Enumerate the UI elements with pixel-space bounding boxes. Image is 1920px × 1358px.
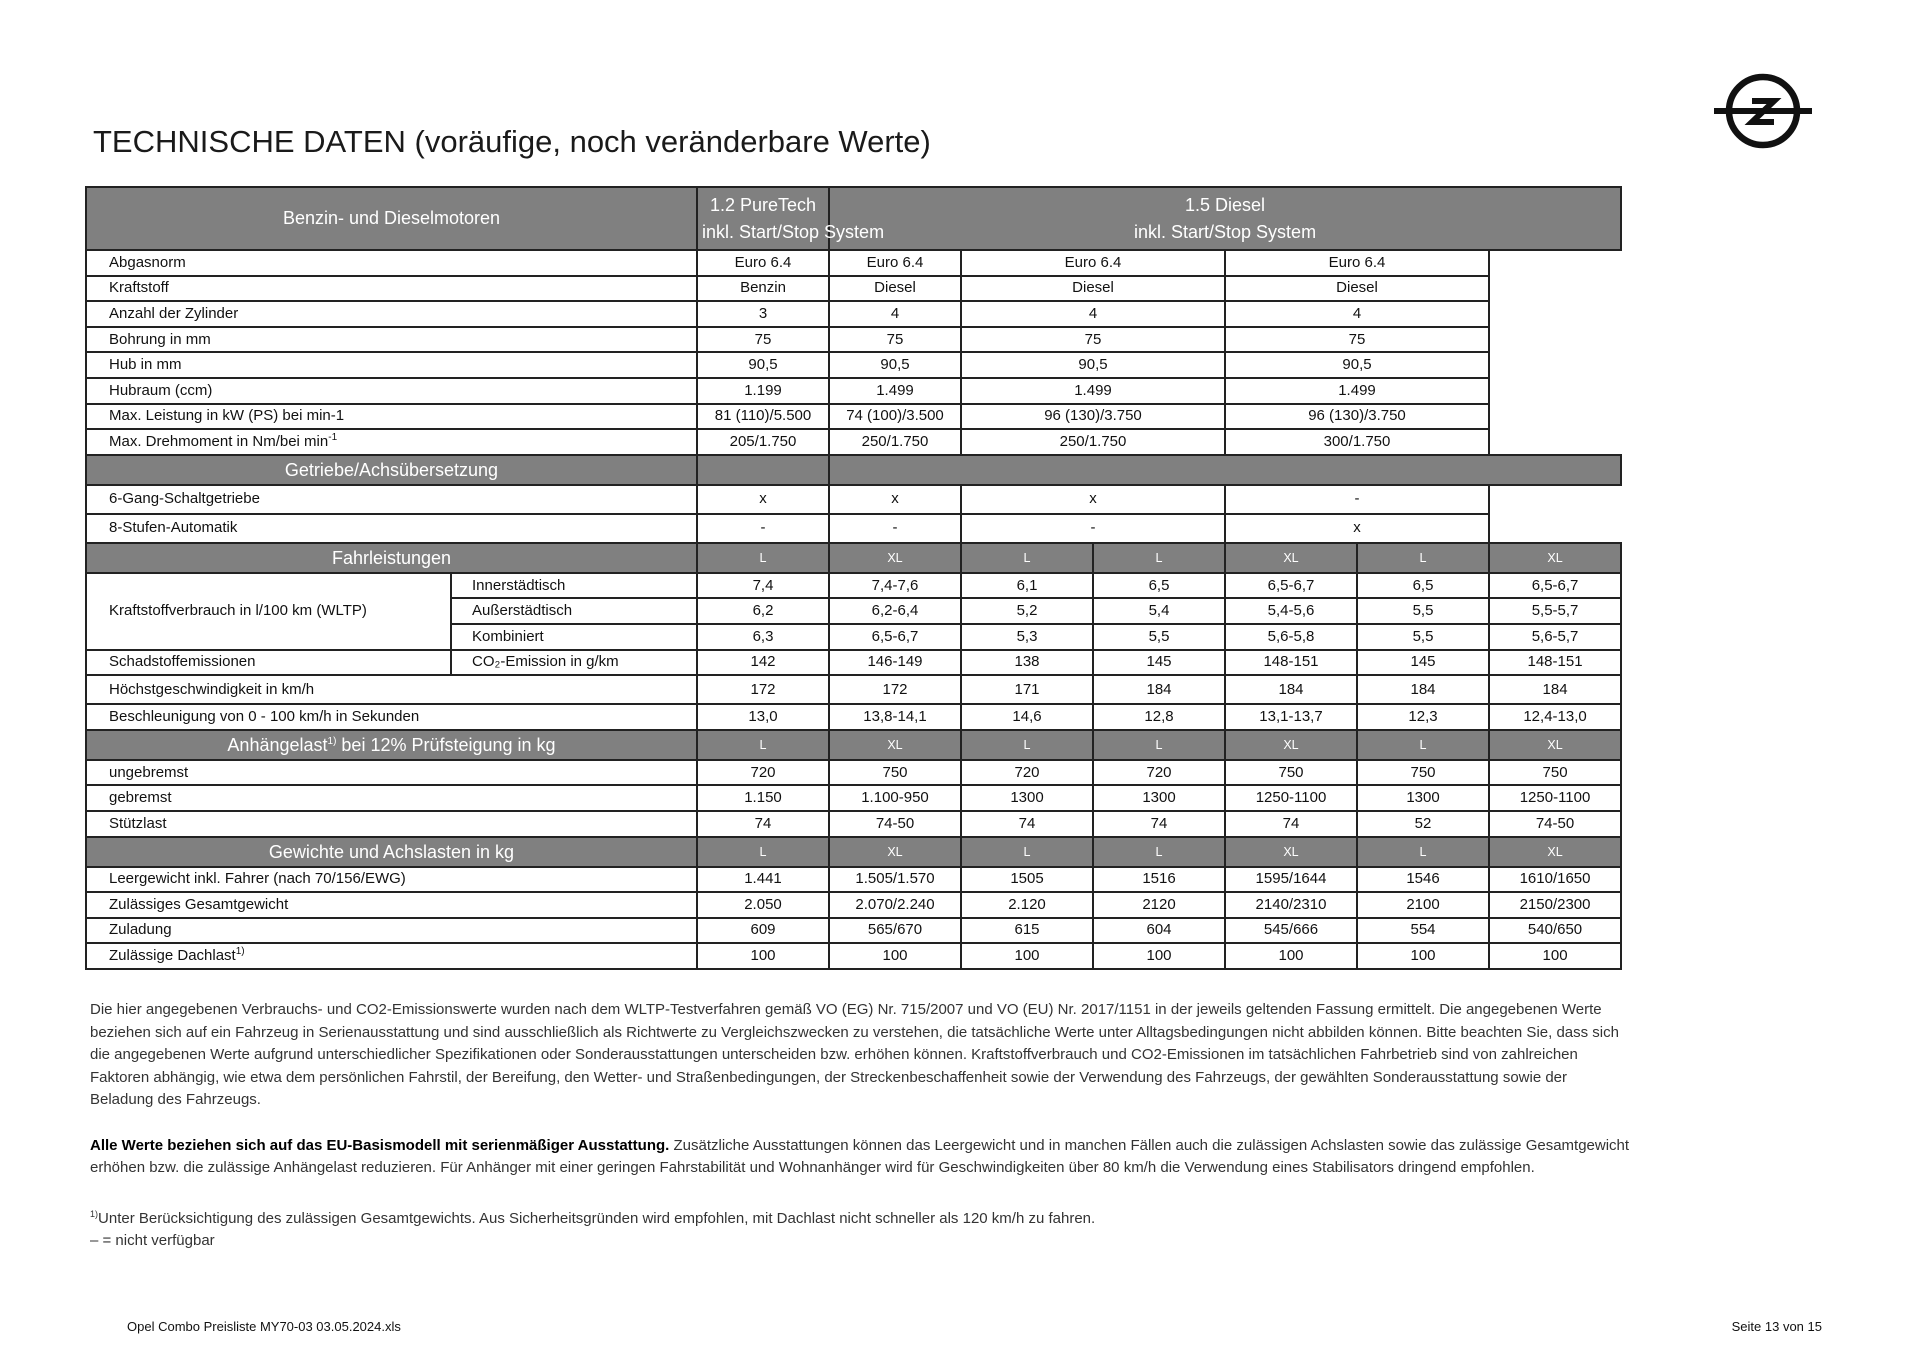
row-value: 750 — [1489, 760, 1621, 786]
row-value: 1505 — [961, 867, 1093, 893]
row-value: 1.441 — [697, 867, 829, 893]
table-row — [86, 675, 1621, 704]
size-label: XL — [829, 730, 961, 760]
row-value: 720 — [961, 760, 1093, 786]
row-value: x — [961, 485, 1225, 514]
row-label-text: Zulässige Dachlast — [109, 947, 236, 965]
section-weights — [86, 837, 1621, 867]
row-value: 74-50 — [1489, 811, 1621, 837]
row-value: 184 — [1489, 675, 1621, 704]
wltp-note: Die hier angegebenen Verbrauchs- und CO2-Emissionswerte wurden nach dem WLTP-Testverfahren gemäß VO (EG) Nr. 715/2007 und VO (EU) Nr. 2017/1151 in der jeweils geltenden Fassung ermittelt. Die angegebenen Werte beziehen sich auf ein Fahrzeug in Serienausstattung und sind ausschließlich als Richtwerte zu Vergleichszwecken zu verstehen, die tatsächliche Werte unter Alltagsbedingungen nicht abbilden können. Bitte beachten Sie, dass sich die angegebenen Werte aufgrund unterschiedlicher Spezifikationen oder Sonderausstattungen unterscheiden bzw. erhöhen können. Kraftstoffverbrauch und CO2-Emissionen im tatsächlichen Fahrbetrieb sind von zahlreichen Faktoren abhängig, wie etwa dem persönlichen Fahrstil, der Bereifung, den Wetter- und Straßenbedingungen, der Streckenbeschaffenheit sowie der Verwendung des Fahrzeugs, der gewählten Sonderausstattung sowie der Beladung des Fahrzeugs. — [90, 1001, 1619, 1108]
row-value: Euro 6.4 — [961, 250, 1225, 276]
row-label: Leergewicht inkl. Fahrer (nach 70/156/EWG) — [86, 867, 697, 893]
row-value: 5,6-5,7 — [1489, 624, 1621, 650]
row-value: - — [697, 514, 829, 543]
row-value: 142 — [697, 650, 829, 676]
size-label: XL — [1225, 543, 1357, 573]
table-row — [86, 327, 1621, 353]
row-value: Diesel — [1225, 276, 1489, 302]
row-value: 5,2 — [961, 598, 1093, 624]
row-value: 720 — [697, 760, 829, 786]
row-value: 13,1-13,7 — [1225, 704, 1357, 730]
row-value: Euro 6.4 — [829, 250, 961, 276]
row-value: 1.499 — [961, 378, 1225, 404]
row-value: 5,5 — [1357, 624, 1489, 650]
row-value: 100 — [961, 943, 1093, 969]
row-value: 13,0 — [697, 704, 829, 730]
row-value: - — [1225, 485, 1489, 514]
section-title: Fahrleistungen — [86, 543, 697, 573]
row-value: 1250-1100 — [1225, 785, 1357, 811]
row-value: 6,5-6,7 — [1489, 573, 1621, 599]
row-value: 171 — [961, 675, 1093, 704]
header-engine-petrol — [697, 187, 885, 250]
row-value: 7,4-7,6 — [829, 573, 961, 599]
row-value: 172 — [829, 675, 961, 704]
size-label: L — [1357, 543, 1489, 573]
row-value: 1516 — [1093, 867, 1225, 893]
row-value: 148-151 — [1489, 650, 1621, 676]
row-value: 96 (130)/3.750 — [961, 404, 1225, 430]
row-value: Diesel — [961, 276, 1225, 302]
row-value: 6,5 — [1357, 573, 1489, 599]
row-value: Benzin — [697, 276, 829, 302]
row-label: Bohrung in mm — [86, 327, 697, 353]
row-value: 74 — [697, 811, 829, 837]
row-value: 100 — [1225, 943, 1357, 969]
row-value: 184 — [1357, 675, 1489, 704]
row-value: 6,2 — [697, 598, 829, 624]
section-trailer — [86, 730, 1621, 760]
row-sublabel: Außerstädtisch — [451, 598, 697, 624]
notes — [90, 999, 1630, 1253]
row-value: 1610/1650 — [1489, 867, 1621, 893]
row-label: Kraftstoff — [86, 276, 697, 302]
row-value: 14,6 — [961, 704, 1093, 730]
row-value: 75 — [829, 327, 961, 353]
row-label: Anzahl der Zylinder — [86, 301, 697, 327]
table-row — [86, 429, 1621, 455]
table-row — [86, 867, 1621, 893]
row-value: 12,3 — [1357, 704, 1489, 730]
size-label: XL — [1225, 837, 1357, 867]
table-row — [86, 250, 1621, 276]
row-value: 1300 — [961, 785, 1093, 811]
row-value: 300/1.750 — [1225, 429, 1489, 455]
row-value: 4 — [961, 301, 1225, 327]
row-value: 6,3 — [697, 624, 829, 650]
row-label: Hub in mm — [86, 352, 697, 378]
section-performance — [86, 543, 1621, 573]
table-row — [86, 918, 1621, 944]
row-value: 4 — [829, 301, 961, 327]
footnote-1 — [90, 1203, 1630, 1231]
row-value: 2100 — [1357, 892, 1489, 918]
row-value: 12,8 — [1093, 704, 1225, 730]
row-value: 74-50 — [829, 811, 961, 837]
row-value: 184 — [1225, 675, 1357, 704]
size-label: L — [1357, 837, 1489, 867]
row-value: 565/670 — [829, 918, 961, 944]
row-label: Zuladung — [86, 918, 697, 944]
row-sublabel: Kombiniert — [451, 624, 697, 650]
size-label: L — [961, 543, 1093, 573]
row-value: 1300 — [1093, 785, 1225, 811]
row-label-sup: 1) — [235, 946, 245, 958]
section-title: Getriebe/Achsübersetzung — [86, 455, 697, 485]
table-row — [86, 760, 1621, 786]
row-label: Stützlast — [86, 811, 697, 837]
size-label: XL — [829, 837, 961, 867]
row-value: 2150/2300 — [1489, 892, 1621, 918]
table-row — [86, 704, 1621, 730]
row-value: 100 — [697, 943, 829, 969]
row-value: 1595/1644 — [1225, 867, 1357, 893]
table-row — [86, 514, 1621, 543]
row-value: 609 — [697, 918, 829, 944]
table-row — [86, 485, 1621, 514]
row-value: 100 — [1489, 943, 1621, 969]
row-value: 2.070/2.240 — [829, 892, 961, 918]
row-label: Max. Leistung in kW (PS) bei min-1 — [86, 404, 697, 430]
size-label: XL — [1225, 730, 1357, 760]
row-value: 6,2-6,4 — [829, 598, 961, 624]
base-model-note-text: Zusätzliche Ausstattungen können das Leergewicht und in manchen Fällen auch die zulässigen Achslasten sowie das zulässige Gesamtgewicht erhöhen bzw. die zulässige Anhängelast reduzieren. Für Anhänger mit einer geringen Fahrstabilität und Wohnanhänger wird für Geschwindigkeiten über 80 km/h die Verwendung eines Stabilisators dringend empfohlen. — [90, 1136, 1630, 1176]
row-value: 145 — [1357, 650, 1489, 676]
row-value: 74 — [1225, 811, 1357, 837]
consumption-label: Kraftstoffverbrauch in l/100 km (WLTP) — [86, 573, 451, 650]
row-value: 146-149 — [829, 650, 961, 676]
size-label: L — [1093, 543, 1225, 573]
row-value: 3 — [697, 301, 829, 327]
row-value: 75 — [697, 327, 829, 353]
row-value: 90,5 — [961, 352, 1225, 378]
row-value: 750 — [1357, 760, 1489, 786]
row-label: Hubraum (ccm) — [86, 378, 697, 404]
engine2-sub: inkl. Start/Stop System — [1134, 221, 1317, 242]
row-value: 75 — [1225, 327, 1489, 353]
row-value: 554 — [1357, 918, 1489, 944]
row-value: 1.100-950 — [829, 785, 961, 811]
row-value: 81 (110)/5.500 — [697, 404, 829, 430]
row-value: 145 — [1093, 650, 1225, 676]
size-label: XL — [1489, 543, 1621, 573]
row-value: 13,8-14,1 — [829, 704, 961, 730]
row-value: 7,4 — [697, 573, 829, 599]
footnote-marker: 1) — [90, 1208, 99, 1219]
row-value: 6,5 — [1093, 573, 1225, 599]
technical-data-table — [85, 186, 1622, 970]
row-value: 74 — [961, 811, 1093, 837]
row-value: 90,5 — [1225, 352, 1489, 378]
row-value: 2.050 — [697, 892, 829, 918]
table-row — [86, 301, 1621, 327]
row-value: 1.150 — [697, 785, 829, 811]
row-value: 6,5-6,7 — [829, 624, 961, 650]
section-title: Gewichte und Achslasten in kg — [86, 837, 697, 867]
size-label: L — [697, 543, 829, 573]
row-value: 1.499 — [829, 378, 961, 404]
row-value: 540/650 — [1489, 918, 1621, 944]
size-label: L — [1357, 730, 1489, 760]
footer-page-number: Seite 13 von 15 — [1731, 1319, 1822, 1334]
row-value: 5,6-5,8 — [1225, 624, 1357, 650]
row-label — [86, 429, 697, 455]
row-label: ungebremst — [86, 760, 697, 786]
row-value: 5,5 — [1093, 624, 1225, 650]
row-label: Zulässiges Gesamtgewicht — [86, 892, 697, 918]
size-label: XL — [829, 543, 961, 573]
row-value: 6,1 — [961, 573, 1093, 599]
row-label-sup: -1 — [328, 431, 338, 443]
row-value: 100 — [1357, 943, 1489, 969]
row-value: 6,5-6,7 — [1225, 573, 1357, 599]
row-label: Schadstoffemissionen — [86, 650, 451, 676]
section-title-b: bei 12% Prüfsteigung in kg — [336, 734, 556, 755]
row-value: 2140/2310 — [1225, 892, 1357, 918]
table-row — [86, 378, 1621, 404]
row-sublabel: Innerstädtisch — [451, 573, 697, 599]
page-title: TECHNISCHE DATEN (voräufige, noch veränderbare Werte) — [93, 124, 931, 159]
size-label: L — [1093, 837, 1225, 867]
size-label: L — [961, 730, 1093, 760]
size-label: L — [697, 837, 829, 867]
base-model-note-bold: Alle Werte beziehen sich auf das EU-Basismodell mit serienmäßiger Ausstattung. — [90, 1136, 670, 1154]
row-value: 1250-1100 — [1489, 785, 1621, 811]
row-label: Abgasnorm — [86, 250, 697, 276]
row-value: 1.199 — [697, 378, 829, 404]
row-value: x — [1225, 514, 1489, 543]
row-value: 604 — [1093, 918, 1225, 944]
row-value: 184 — [1093, 675, 1225, 704]
engine1-name: 1.2 PureTech — [709, 194, 817, 215]
size-label: XL — [1489, 730, 1621, 760]
row-value: - — [829, 514, 961, 543]
row-label: Beschleunigung von 0 - 100 km/h in Sekunden — [86, 704, 697, 730]
row-value: 74 (100)/3.500 — [829, 404, 961, 430]
size-label: L — [961, 837, 1093, 867]
opel-logo-icon — [1712, 70, 1814, 152]
row-value: x — [829, 485, 961, 514]
row-value: x — [697, 485, 829, 514]
table-row — [86, 352, 1621, 378]
band-empty — [697, 455, 829, 485]
header-label: Benzin- und Dieselmotoren — [86, 187, 697, 250]
row-value: 750 — [829, 760, 961, 786]
row-value: 720 — [1093, 760, 1225, 786]
table-row — [86, 892, 1621, 918]
footer-filename: Opel Combo Preisliste MY70-03 03.05.2024.xls — [127, 1319, 401, 1334]
row-value: - — [961, 514, 1225, 543]
row-label: gebremst — [86, 785, 697, 811]
legend-note: – = nicht verfügbar — [90, 1232, 215, 1249]
row-value: 96 (130)/3.750 — [1225, 404, 1489, 430]
engine1-sub: inkl. Start/Stop System — [702, 221, 885, 242]
row-value: 5,4 — [1093, 598, 1225, 624]
table-header — [86, 187, 1621, 250]
row-value: 1300 — [1357, 785, 1489, 811]
row-value: 750 — [1225, 760, 1357, 786]
row-label: 8-Stufen-Automatik — [86, 514, 697, 543]
row-label-text: Max. Drehmoment in Nm/bei min — [109, 432, 329, 450]
table-row — [86, 811, 1621, 837]
row-value: Euro 6.4 — [697, 250, 829, 276]
base-model-note — [90, 1135, 1630, 1180]
section-gearbox — [86, 455, 1621, 485]
row-value: 74 — [1093, 811, 1225, 837]
row-value: 2120 — [1093, 892, 1225, 918]
row-value: 250/1.750 — [961, 429, 1225, 455]
row-value: Euro 6.4 — [1225, 250, 1489, 276]
row-value: 5,4-5,6 — [1225, 598, 1357, 624]
row-label: Höchstgeschwindigkeit in km/h — [86, 675, 697, 704]
row-value: 250/1.750 — [829, 429, 961, 455]
section-title-sup: 1) — [327, 735, 337, 747]
table-row — [86, 943, 1621, 969]
size-label: L — [1093, 730, 1225, 760]
row-sublabel: CO₂-Emission in g/km — [451, 650, 697, 676]
row-value: 5,5-5,7 — [1489, 598, 1621, 624]
row-value: 4 — [1225, 301, 1489, 327]
table-row — [86, 785, 1621, 811]
table-row — [86, 276, 1621, 302]
row-value: 148-151 — [1225, 650, 1357, 676]
size-label: XL — [1489, 837, 1621, 867]
row-value: 138 — [961, 650, 1093, 676]
row-value: 100 — [829, 943, 961, 969]
band-empty — [829, 455, 1621, 485]
row-value: 5,3 — [961, 624, 1093, 650]
row-value: Diesel — [829, 276, 961, 302]
row-value: 90,5 — [829, 352, 961, 378]
table-row — [86, 650, 1621, 676]
row-value: 12,4-13,0 — [1489, 704, 1621, 730]
row-value: 172 — [697, 675, 829, 704]
row-value: 75 — [961, 327, 1225, 353]
header-engine-diesel — [829, 187, 1621, 250]
row-label: 6-Gang-Schaltgetriebe — [86, 485, 697, 514]
engine2-name: 1.5 Diesel — [1185, 194, 1266, 215]
row-value: 1546 — [1357, 867, 1489, 893]
row-value: 100 — [1093, 943, 1225, 969]
row-value: 545/666 — [1225, 918, 1357, 944]
row-value: 205/1.750 — [697, 429, 829, 455]
table-row — [86, 404, 1621, 430]
row-value: 90,5 — [697, 352, 829, 378]
row-value: 52 — [1357, 811, 1489, 837]
row-value: 5,5 — [1357, 598, 1489, 624]
row-value: 1.505/1.570 — [829, 867, 961, 893]
size-label: L — [697, 730, 829, 760]
section-title-a: Anhängelast — [227, 734, 328, 755]
footnote-text: Unter Berücksichtigung des zulässigen Gesamtgewichts. Aus Sicherheitsgründen wird empfohlen, mit Dachlast nicht schneller als 120 km/h zu fahren. — [98, 1209, 1096, 1227]
row-value: 1.499 — [1225, 378, 1489, 404]
section-title — [86, 730, 697, 760]
row-value: 615 — [961, 918, 1093, 944]
row-value: 2.120 — [961, 892, 1093, 918]
row-label — [86, 943, 697, 969]
table-row — [86, 573, 1621, 599]
